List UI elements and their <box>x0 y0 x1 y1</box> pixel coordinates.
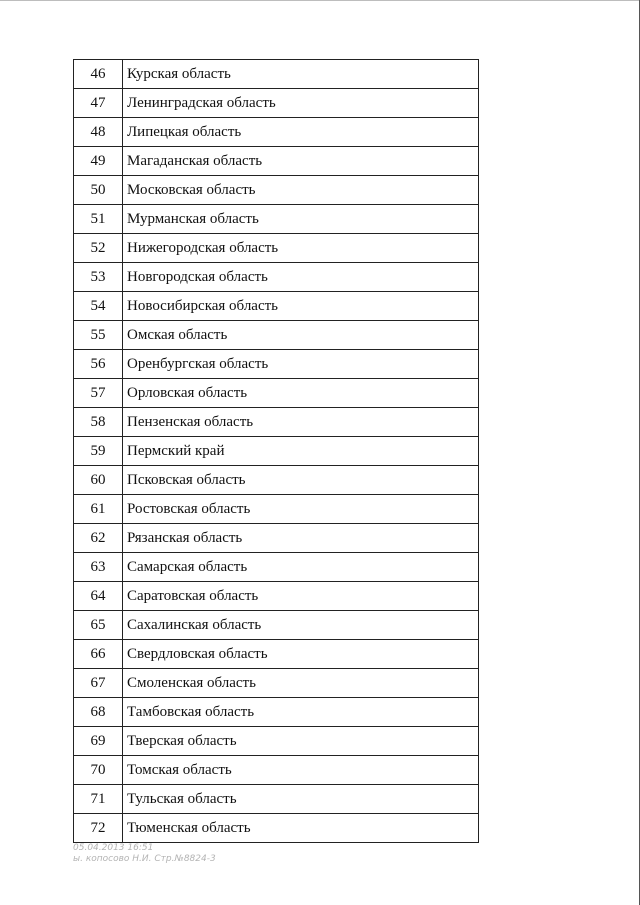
region-name: Саратовская область <box>123 582 479 611</box>
table-row <box>74 669 479 698</box>
region-name: Сахалинская область <box>123 611 479 640</box>
table-row <box>74 321 479 350</box>
table-row <box>74 640 479 669</box>
table-row <box>74 263 479 292</box>
region-name: Оренбургская область <box>123 350 479 379</box>
row-number: 65 <box>74 611 123 640</box>
row-number: 47 <box>74 89 123 118</box>
region-name: Самарская область <box>123 553 479 582</box>
region-name: Смоленская область <box>123 669 479 698</box>
table-row <box>74 524 479 553</box>
table-row <box>74 495 479 524</box>
table-row <box>74 234 479 263</box>
region-name: Омская область <box>123 321 479 350</box>
region-name: Московская область <box>123 176 479 205</box>
region-name: Ленинградская область <box>123 89 479 118</box>
region-name: Новосибирская область <box>123 292 479 321</box>
region-name: Орловская область <box>123 379 479 408</box>
region-name: Томская область <box>123 756 479 785</box>
region-name: Липецкая область <box>123 118 479 147</box>
row-number: 72 <box>74 814 123 843</box>
row-number: 46 <box>74 60 123 89</box>
table-row <box>74 176 479 205</box>
regions-table <box>73 59 479 843</box>
row-number: 67 <box>74 669 123 698</box>
region-name: Тульская область <box>123 785 479 814</box>
region-name: Пензенская область <box>123 408 479 437</box>
table-row <box>74 611 479 640</box>
table-row <box>74 727 479 756</box>
region-name: Псковская область <box>123 466 479 495</box>
region-name: Рязанская область <box>123 524 479 553</box>
table-row <box>74 350 479 379</box>
row-number: 71 <box>74 785 123 814</box>
row-number: 51 <box>74 205 123 234</box>
region-name: Ростовская область <box>123 495 479 524</box>
table-row <box>74 437 479 466</box>
region-name: Магаданская область <box>123 147 479 176</box>
footer-stamp-line1: 05.04.2013 16:51 <box>73 843 154 853</box>
region-name: Нижегородская область <box>123 234 479 263</box>
table-row <box>74 698 479 727</box>
row-number: 69 <box>74 727 123 756</box>
row-number: 60 <box>74 466 123 495</box>
row-number: 61 <box>74 495 123 524</box>
table-row <box>74 147 479 176</box>
table-row <box>74 553 479 582</box>
region-name: Тамбовская область <box>123 698 479 727</box>
region-name: Свердловская область <box>123 640 479 669</box>
region-name: Курская область <box>123 60 479 89</box>
row-number: 58 <box>74 408 123 437</box>
row-number: 55 <box>74 321 123 350</box>
row-number: 48 <box>74 118 123 147</box>
table-row <box>74 785 479 814</box>
table-row <box>74 118 479 147</box>
row-number: 68 <box>74 698 123 727</box>
row-number: 50 <box>74 176 123 205</box>
row-number: 63 <box>74 553 123 582</box>
row-number: 64 <box>74 582 123 611</box>
row-number: 49 <box>74 147 123 176</box>
row-number: 53 <box>74 263 123 292</box>
footer-stamp-line2: ы. копосово Н.И. Стр.№8824-3 <box>73 854 216 864</box>
table-row <box>74 379 479 408</box>
table-row <box>74 466 479 495</box>
region-name: Мурманская область <box>123 205 479 234</box>
table-row <box>74 814 479 843</box>
row-number: 56 <box>74 350 123 379</box>
row-number: 66 <box>74 640 123 669</box>
row-number: 59 <box>74 437 123 466</box>
table-row <box>74 582 479 611</box>
row-number: 57 <box>74 379 123 408</box>
region-name: Тверская область <box>123 727 479 756</box>
table-row <box>74 292 479 321</box>
region-name: Новгородская область <box>123 263 479 292</box>
table-row <box>74 756 479 785</box>
region-name: Тюменская область <box>123 814 479 843</box>
table-row <box>74 89 479 118</box>
row-number: 62 <box>74 524 123 553</box>
row-number: 70 <box>74 756 123 785</box>
scan-edge-top <box>0 0 640 1</box>
table-row <box>74 408 479 437</box>
table-row <box>74 205 479 234</box>
table-row <box>74 60 479 89</box>
row-number: 52 <box>74 234 123 263</box>
footer-stamp <box>73 843 216 865</box>
row-number: 54 <box>74 292 123 321</box>
regions-table-body <box>74 60 479 843</box>
region-name: Пермский край <box>123 437 479 466</box>
